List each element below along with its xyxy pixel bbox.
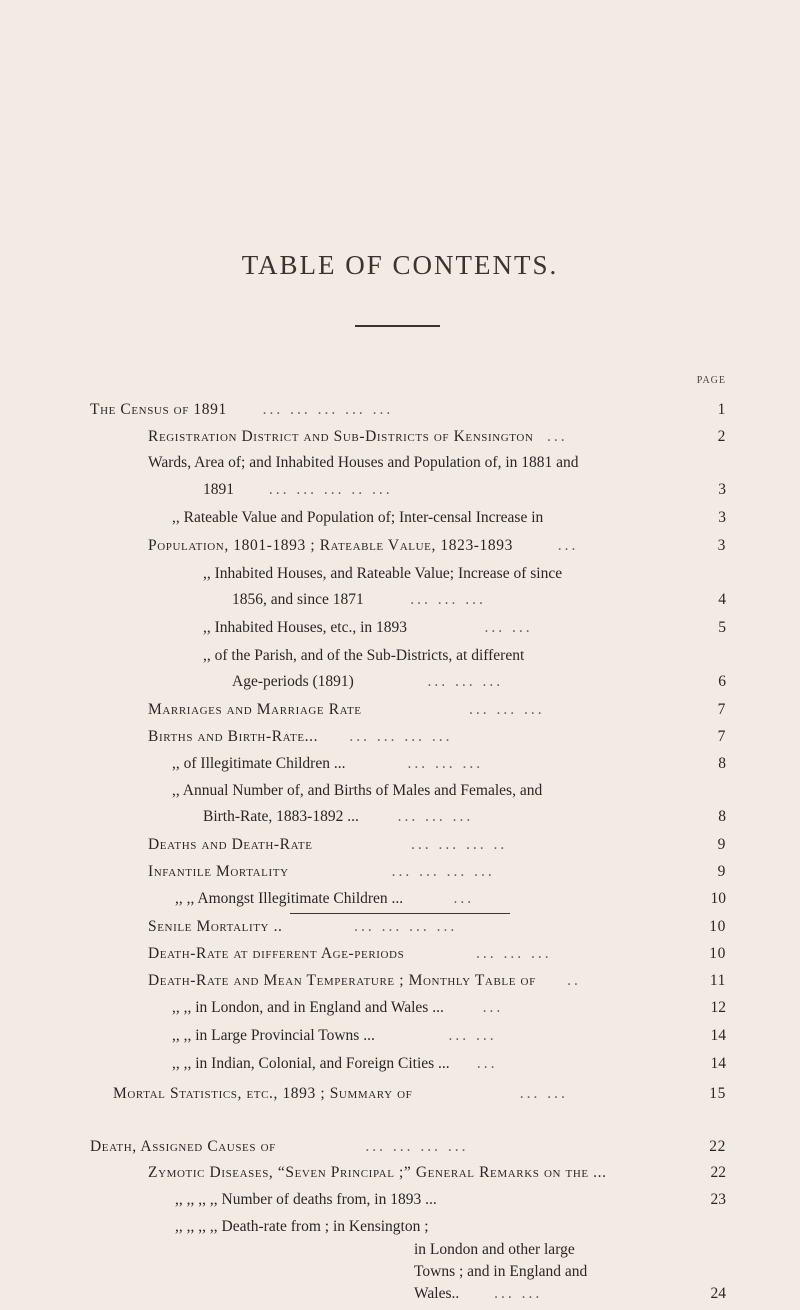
entry-page: 9 (717, 863, 726, 880)
entry-leader: ... ... ... .. (411, 836, 508, 853)
entry-leader: ... ... ... (407, 755, 484, 772)
entry-text: Death, Assigned Causes of (90, 1138, 276, 1155)
entry-page: 3 (718, 481, 726, 498)
toc-entry (172, 754, 726, 774)
entry-page: 7 (717, 728, 726, 745)
toc-entry (414, 1262, 726, 1282)
entry-text: ,, ,, ,, ,, Number of deaths from, in 1893 ... (175, 1191, 437, 1208)
toc-entry (148, 971, 726, 991)
entry-page: 11 (709, 972, 726, 989)
toc-entry (90, 1137, 726, 1157)
entry-page: 3 (718, 509, 726, 526)
title-rule (355, 325, 440, 327)
toc-entry (175, 1190, 726, 1210)
entry-leader: ... ... (494, 1285, 543, 1302)
toc-entry (172, 998, 726, 1018)
entry-leader: .. (567, 972, 581, 989)
entry-text: in London and other large (414, 1241, 575, 1258)
toc-entry (148, 427, 726, 447)
entry-page: 10 (709, 945, 726, 962)
entry-leader: ... (482, 999, 504, 1016)
entry-page: 14 (710, 1027, 726, 1044)
entry-text: 1891 (203, 481, 234, 498)
toc-entry (148, 835, 726, 855)
toc-entry (172, 781, 726, 801)
entry-text: ,, of the Parish, and of the Sub-Districts, at different (203, 647, 525, 664)
entry-text: ,, Rateable Value and Population of; Inter-censal Increase in (172, 509, 544, 526)
entry-text: ,, ,, in Indian, Colonial, and Foreign Cities ... (172, 1055, 450, 1072)
entry-page: 7 (717, 701, 726, 718)
entry-leader: ... ... ... ... (354, 918, 458, 935)
entry-page: 3 (717, 537, 726, 554)
toc-entry (172, 1026, 726, 1046)
entry-page: 9 (717, 836, 726, 853)
entry-leader: ... ... ... (397, 808, 474, 825)
entry-page: 23 (710, 1191, 726, 1208)
entry-leader: ... (557, 537, 579, 554)
entry-text: Marriages and Marriage Rate (148, 701, 362, 718)
toc-entry (175, 889, 726, 909)
entry-leader: ... ... (484, 619, 533, 636)
entry-text: Senile Mortality .. (148, 918, 283, 935)
entry-text: ,, of Illegitimate Children ... (172, 755, 346, 772)
entry-page: 10 (710, 890, 726, 907)
entry-text: Population, 1801-1893 ; Rateable Value, 1823-1893 (148, 537, 513, 554)
entry-text: Death-Rate at different Age-periods (148, 945, 405, 962)
entry-leader: ... ... ... ... (365, 1138, 469, 1155)
entry-page: 2 (717, 428, 726, 445)
entry-page: 4 (718, 591, 726, 608)
section-divider (290, 913, 510, 914)
entry-page: 15 (709, 1085, 726, 1102)
toc-entry (148, 700, 726, 720)
entry-page: 14 (710, 1055, 726, 1072)
entry-text: Wards, Area of; and Inhabited Houses and Population of, in 1881 and (148, 454, 579, 471)
toc-entry (414, 1240, 726, 1260)
entry-text: 1856, and since 1871 (232, 591, 364, 608)
entry-text: Age-periods (1891) (232, 673, 354, 690)
toc-entry (414, 1284, 726, 1304)
toc-entry (203, 480, 726, 500)
toc-entry (148, 1163, 726, 1183)
toc-entry (148, 536, 726, 556)
entry-text: Mortal Statistics, etc., 1893 ; Summary of (113, 1085, 413, 1102)
entry-text: The Census of 1891 (90, 401, 227, 418)
toc-entry (148, 727, 726, 747)
entry-text: ,, ,, in London, and in England and Wales ... (172, 999, 444, 1016)
entry-leader: ... (546, 428, 568, 445)
entry-text: ,, ,, Amongst Illegitimate Children ... (175, 890, 404, 907)
entry-text: ,, ,, ,, ,, Death-rate from ; in Kensington ; (175, 1218, 429, 1235)
entry-leader: ... ... ... (475, 945, 552, 962)
entry-page: 6 (718, 673, 726, 690)
entry-text: Births and Birth-Rate... (148, 728, 319, 745)
entry-text: Infantile Mortality (148, 863, 289, 880)
toc-entry (203, 564, 726, 584)
page-title: TABLE OF CONTENTS. (241, 250, 559, 280)
entry-text: Birth-Rate, 1883-1892 ... (203, 808, 359, 825)
entry-leader: ... (453, 890, 475, 907)
toc-entry (148, 944, 726, 964)
entry-text: Death-Rate and Mean Temperature ; Monthly Table of (148, 972, 536, 989)
entry-text: Wales.. (414, 1285, 460, 1302)
toc-entry (232, 590, 726, 610)
entry-page: 24 (710, 1285, 726, 1302)
toc-entry (148, 917, 726, 937)
entry-text: Towns ; and in England and (414, 1263, 588, 1280)
entry-page: 1 (717, 401, 726, 418)
toc-entry (175, 1217, 726, 1237)
toc-entry (232, 672, 726, 692)
page-column-heading: PAGE (696, 375, 726, 386)
toc-entry (203, 618, 726, 638)
entry-leader: ... ... ... ... ... (262, 401, 394, 418)
entry-page: 12 (710, 999, 726, 1016)
entry-text: ,, Inhabited Houses, etc., in 1893 (203, 619, 408, 636)
entry-text: ,, ,, in Large Provincial Towns ... (172, 1027, 375, 1044)
entry-leader: ... ... ... ... (391, 863, 495, 880)
toc-entry (113, 1084, 726, 1104)
entry-page: 22 (709, 1138, 726, 1155)
entry-text: ,, Annual Number of, and Births of Males and Females, and (172, 782, 543, 799)
entry-page: 22 (710, 1164, 726, 1181)
entry-text: Registration District and Sub-Districts of Kensington (148, 428, 534, 445)
entry-page: 8 (718, 755, 726, 772)
entry-leader: ... ... (448, 1027, 497, 1044)
entry-leader: ... (476, 1055, 498, 1072)
entry-page: 5 (718, 619, 726, 636)
toc-entry (172, 508, 726, 528)
entry-leader: ... ... ... (427, 673, 504, 690)
entry-text: Deaths and Death-Rate (148, 836, 313, 853)
entry-leader: ... ... ... .. ... (268, 481, 393, 498)
entry-text: Zymotic Diseases, “Seven Principal ;” General Remarks on the ... (148, 1164, 607, 1181)
entry-page: 8 (718, 808, 726, 825)
entry-leader: ... ... ... (410, 591, 486, 608)
entry-page: 10 (709, 918, 726, 935)
toc-entry (148, 453, 726, 473)
toc-entry (203, 807, 726, 827)
toc-entry (148, 862, 726, 882)
toc-entry (90, 400, 726, 420)
entry-leader: ... ... (519, 1085, 568, 1102)
toc-entry (203, 646, 726, 666)
entry-text: ,, Inhabited Houses, and Rateable Value; Increase of since (203, 565, 563, 582)
entry-leader: ... ... ... (469, 701, 545, 718)
entry-leader: ... ... ... ... (349, 728, 453, 745)
toc-entry (172, 1054, 726, 1074)
